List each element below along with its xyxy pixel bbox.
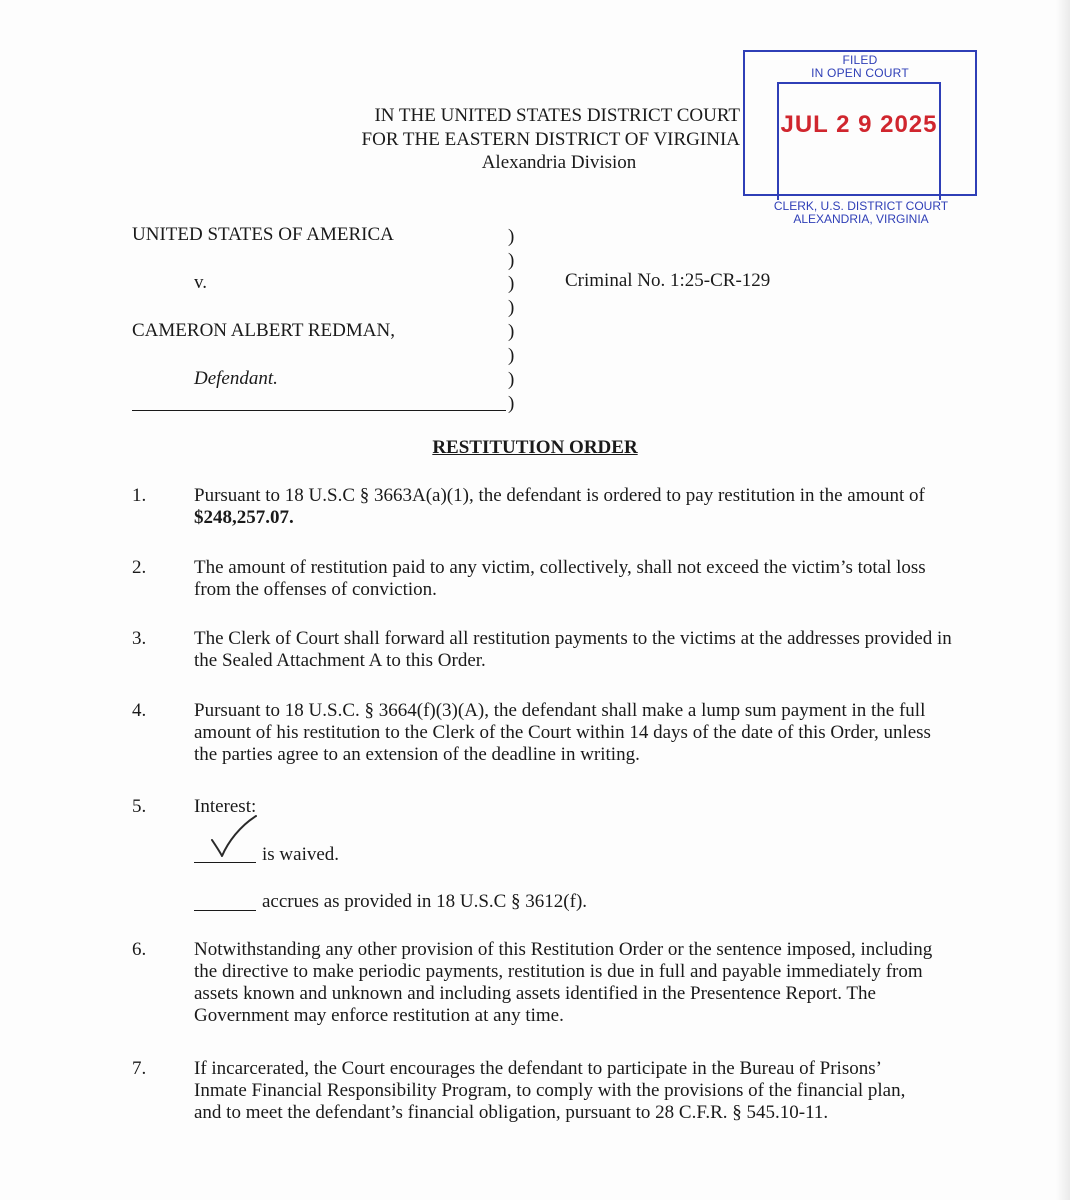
caption-paren: ) <box>508 273 515 294</box>
item-1-text <box>194 485 954 529</box>
caption-defendant-name: CAMERON ALBERT REDMAN, <box>132 320 395 341</box>
stamp-location-text: ALEXANDRIA, VIRGINIA <box>793 212 929 226</box>
item-number: 4. <box>132 700 147 721</box>
caption-underline <box>132 410 506 411</box>
item-3-text: The Clerk of Court shall forward all restitution payments to the victims at the addresses provided in the Sealed Attachment A to this Order. <box>194 628 952 671</box>
item-1-body: Pursuant to 18 U.S.C § 3663A(a)(1), the defendant is ordered to pay restitution in the amount of <box>194 485 925 506</box>
court-division: Alexandria Division <box>481 152 637 173</box>
interest-waived-blank <box>194 862 256 863</box>
caption-paren: ) <box>508 393 515 414</box>
item-4-text: Pursuant to 18 U.S.C. § 3664(f)(3)(A), the defendant shall make a lump sum payment in the full amount of his restitution to the Clerk of the Court within 14 days of the date of this Order, unless the parties agree to an extension of the deadline in writing. <box>194 700 931 765</box>
filed-stamp <box>743 50 977 226</box>
caption-paren: ) <box>508 226 515 247</box>
item-number: 7. <box>132 1058 147 1079</box>
item-number: 2. <box>132 557 147 578</box>
caption-paren: ) <box>508 250 515 271</box>
item-number: 5. <box>132 796 147 817</box>
stamp-filed-text: FILED <box>842 53 878 67</box>
checkmark-icon <box>208 812 260 862</box>
item-2-text: The amount of restitution paid to any victim, collectively, shall not exceed the victim’s total loss from the offenses of conviction. <box>194 557 926 600</box>
caption-paren: ) <box>508 297 515 318</box>
court-name-line-2: FOR THE EASTERN DISTRICT OF VIRGINIA <box>361 129 740 150</box>
stamp-date-box <box>773 82 949 226</box>
item-7-text: If incarcerated, the Court encourages the defendant to participate in the Bureau of Prisons’ Inmate Financial Responsibility Program, to comply with the provisions of the financial plan, and to meet the defendant’s financial obligation, pursuant to 28 C.F.R. § 545.10-11. <box>194 1058 906 1123</box>
item-number: 6. <box>132 939 147 960</box>
caption-paren: ) <box>508 345 515 366</box>
caption-defendant-label: Defendant. <box>194 368 278 389</box>
caption-paren: ) <box>508 321 515 342</box>
court-name-line-1: IN THE UNITED STATES DISTRICT COURT <box>374 105 740 126</box>
interest-waived-label: is waived. <box>262 844 340 865</box>
stamp-header <box>745 54 975 80</box>
stamp-footer <box>773 200 949 226</box>
restitution-amount: $248,257.07. <box>194 507 294 528</box>
item-6-text: Notwithstanding any other provision of this Restitution Order or the sentence imposed, including the directive to make periodic payments, restitution is due in full and payable immediately from assets known and unknown and including assets identified in the Presentence Report. The Government may enforce restitution at any time. <box>194 939 933 1026</box>
interest-accrues-label: accrues as provided in 18 U.S.C § 3612(f). <box>262 891 588 912</box>
caption-plaintiff: UNITED STATES OF AMERICA <box>132 224 394 245</box>
stamp-clerk-text: CLERK, U.S. DISTRICT COURT <box>773 199 949 213</box>
item-number: 1. <box>132 485 147 506</box>
page-edge-shadow <box>1056 0 1070 1200</box>
interest-accrues-blank <box>194 910 256 911</box>
caption-paren: ) <box>508 369 515 390</box>
stamp-date: JUL 2 9 2025 <box>780 111 938 138</box>
item-5-text: Interest: <box>194 796 257 817</box>
item-number: 3. <box>132 628 147 649</box>
case-number: Criminal No. 1:25-CR-129 <box>565 270 771 291</box>
document-title: RESTITUTION ORDER <box>432 437 638 458</box>
stamp-open-court-text: IN OPEN COURT <box>811 66 909 80</box>
caption-versus: v. <box>194 272 208 293</box>
